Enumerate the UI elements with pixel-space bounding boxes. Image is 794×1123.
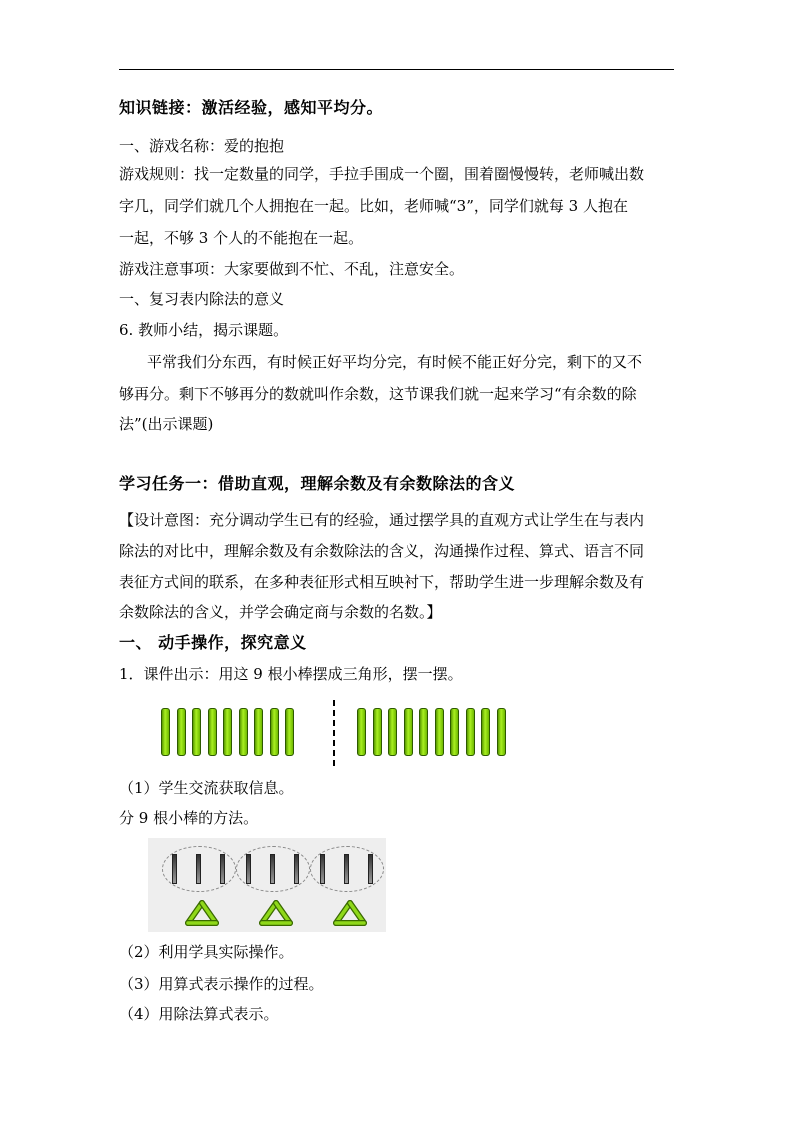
- stick-right: [357, 708, 366, 756]
- stick-left: [285, 708, 294, 756]
- section-heading-task1: 学习任务一：借助直观，理解余数及有余数除法的含义: [119, 474, 516, 493]
- stick-right: [388, 708, 397, 756]
- stick-left: [177, 708, 186, 756]
- group-stick: [220, 854, 225, 884]
- stick-left: [161, 708, 170, 756]
- stick-left: [223, 708, 232, 756]
- stick-triangle: [259, 900, 293, 926]
- intro-paragraph-line-1: 平常我们分东西，有时候正好平均分完，有时候不能正好分完，剩下的又不: [147, 353, 643, 371]
- stick-left: [208, 708, 217, 756]
- game-rules-line-3: 一起，不够 3 个人的不能抱在一起。: [119, 229, 364, 247]
- group-stick: [294, 854, 299, 884]
- grouping-figure: [148, 838, 386, 932]
- stick-right: [435, 708, 444, 756]
- stick-left: [192, 708, 201, 756]
- group-stick: [246, 854, 251, 884]
- header-rule: [119, 69, 674, 70]
- dashed-divider: [333, 700, 335, 766]
- intro-paragraph-line-3: 法”(出示课题): [119, 415, 214, 433]
- group-stick: [320, 854, 325, 884]
- stick-left: [254, 708, 263, 756]
- section-heading-knowledge: 知识链接：激活经验，感知平均分。: [119, 98, 384, 117]
- design-intent-line-1: 【设计意图：充分调动学生已有的经验，通过摆学具的直观方式让学生在与表内: [119, 511, 645, 529]
- stick-right: [373, 708, 382, 756]
- group-stick: [344, 854, 349, 884]
- design-intent-line-3: 表征方式间的联系，在多种表征形式相互映衬下，帮助学生进一步理解余数及有: [119, 573, 645, 591]
- step-3: （3）用算式表示操作的过程。: [119, 975, 324, 993]
- stick-right: [419, 708, 428, 756]
- stick-right: [404, 708, 413, 756]
- group-stick: [196, 854, 201, 884]
- method-label: 分 9 根小棒的方法。: [119, 809, 259, 827]
- design-intent-line-4: 余数除法的含义，并学会确定商与余数的名数。】: [119, 603, 442, 621]
- group-stick: [368, 854, 373, 884]
- game-rules-line-2: 字几，同学们就几个人拥抱在一起。比如，老师喊“3”，同学们就每 3 人抱在: [119, 197, 628, 215]
- group-stick: [270, 854, 275, 884]
- teacher-summary: 6. 教师小结，揭示课题。: [119, 321, 289, 339]
- step-1: （1）学生交流获取信息。: [119, 779, 294, 797]
- stick-triangle: [185, 900, 219, 926]
- stick-left: [270, 708, 279, 756]
- design-intent-line-2: 除法的对比中，理解余数及有余数除法的含义，沟通操作过程、算式、语言不同: [119, 542, 645, 560]
- review-heading: 一、复习表内除法的意义: [119, 290, 285, 308]
- stick-right: [481, 708, 490, 756]
- stick-right: [466, 708, 475, 756]
- sticks-figure: [161, 706, 521, 762]
- stick-right: [497, 708, 506, 756]
- item-1-courseware: 1．课件出示：用这 9 根小棒摆成三角形，摆一摆。: [119, 665, 463, 683]
- game-rules-line-1: 游戏规则：找一定数量的同学，手拉手围成一个圈，围着圈慢慢转，老师喊出数: [119, 165, 645, 183]
- game-name-line: 一、游戏名称：爱的抱抱: [119, 137, 285, 155]
- group-stick: [172, 854, 177, 884]
- step-2: （2）利用学具实际操作。: [119, 943, 294, 961]
- intro-paragraph-line-2: 够再分。剩下不够再分的数就叫作余数，这节课我们就一起来学习“有余数的除: [119, 385, 637, 403]
- stick-left: [239, 708, 248, 756]
- step-4: （4）用除法算式表示。: [119, 1005, 279, 1023]
- stick-right: [450, 708, 459, 756]
- stick-triangle: [333, 900, 367, 926]
- game-notes-line: 游戏注意事项：大家要做到不忙、不乱，注意安全。: [119, 260, 465, 278]
- subheading-hands-on: 一、 动手操作，探究意义: [119, 633, 307, 652]
